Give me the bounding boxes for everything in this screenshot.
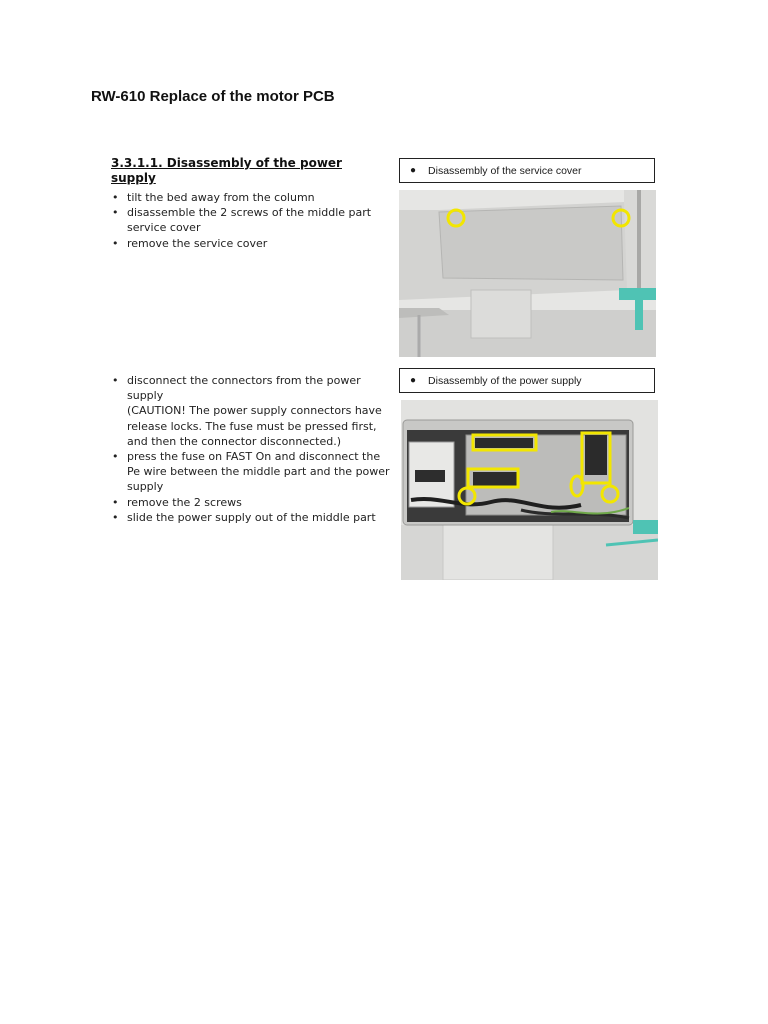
photo-service-cover <box>399 190 656 357</box>
bullet-icon: ● <box>410 375 417 386</box>
list-item: • press the fuse on FAST On and disconnect the Pe wire between the middle part and the power supply <box>111 449 396 495</box>
figure-caption-service-cover <box>399 158 655 183</box>
section-heading: 3.3.1.1. Disassembly of the power supply <box>111 156 342 185</box>
step-text: disconnect the connectors from the power supply <box>127 374 361 403</box>
list-item <box>111 373 396 449</box>
list-item: • tilt the bed away from the column <box>111 190 396 205</box>
list-item: • remove the service cover <box>111 236 396 251</box>
list-item: • remove the 2 screws <box>111 495 396 510</box>
photo-power-supply <box>401 400 658 580</box>
list-item: • slide the power supply out of the middle part <box>111 510 396 525</box>
step-list-service-cover <box>111 190 396 251</box>
bullet-icon: ● <box>410 165 417 176</box>
step-list-power-supply <box>111 373 396 525</box>
caption-text: Disassembly of the power supply <box>428 374 582 387</box>
figure-caption-power-supply <box>399 368 655 393</box>
service-cover-illustration <box>399 190 656 357</box>
caution-note: (CAUTION! The power supply connectors have release locks. The fuse must be pressed first, and then the connector disconnected.) <box>127 404 382 448</box>
list-item: • disassemble the 2 screws of the middle part service cover <box>111 205 396 235</box>
caption-text: Disassembly of the service cover <box>428 164 582 177</box>
power-supply-illustration <box>401 400 658 580</box>
document-title: RW-610 Replace of the motor PCB <box>91 88 335 105</box>
